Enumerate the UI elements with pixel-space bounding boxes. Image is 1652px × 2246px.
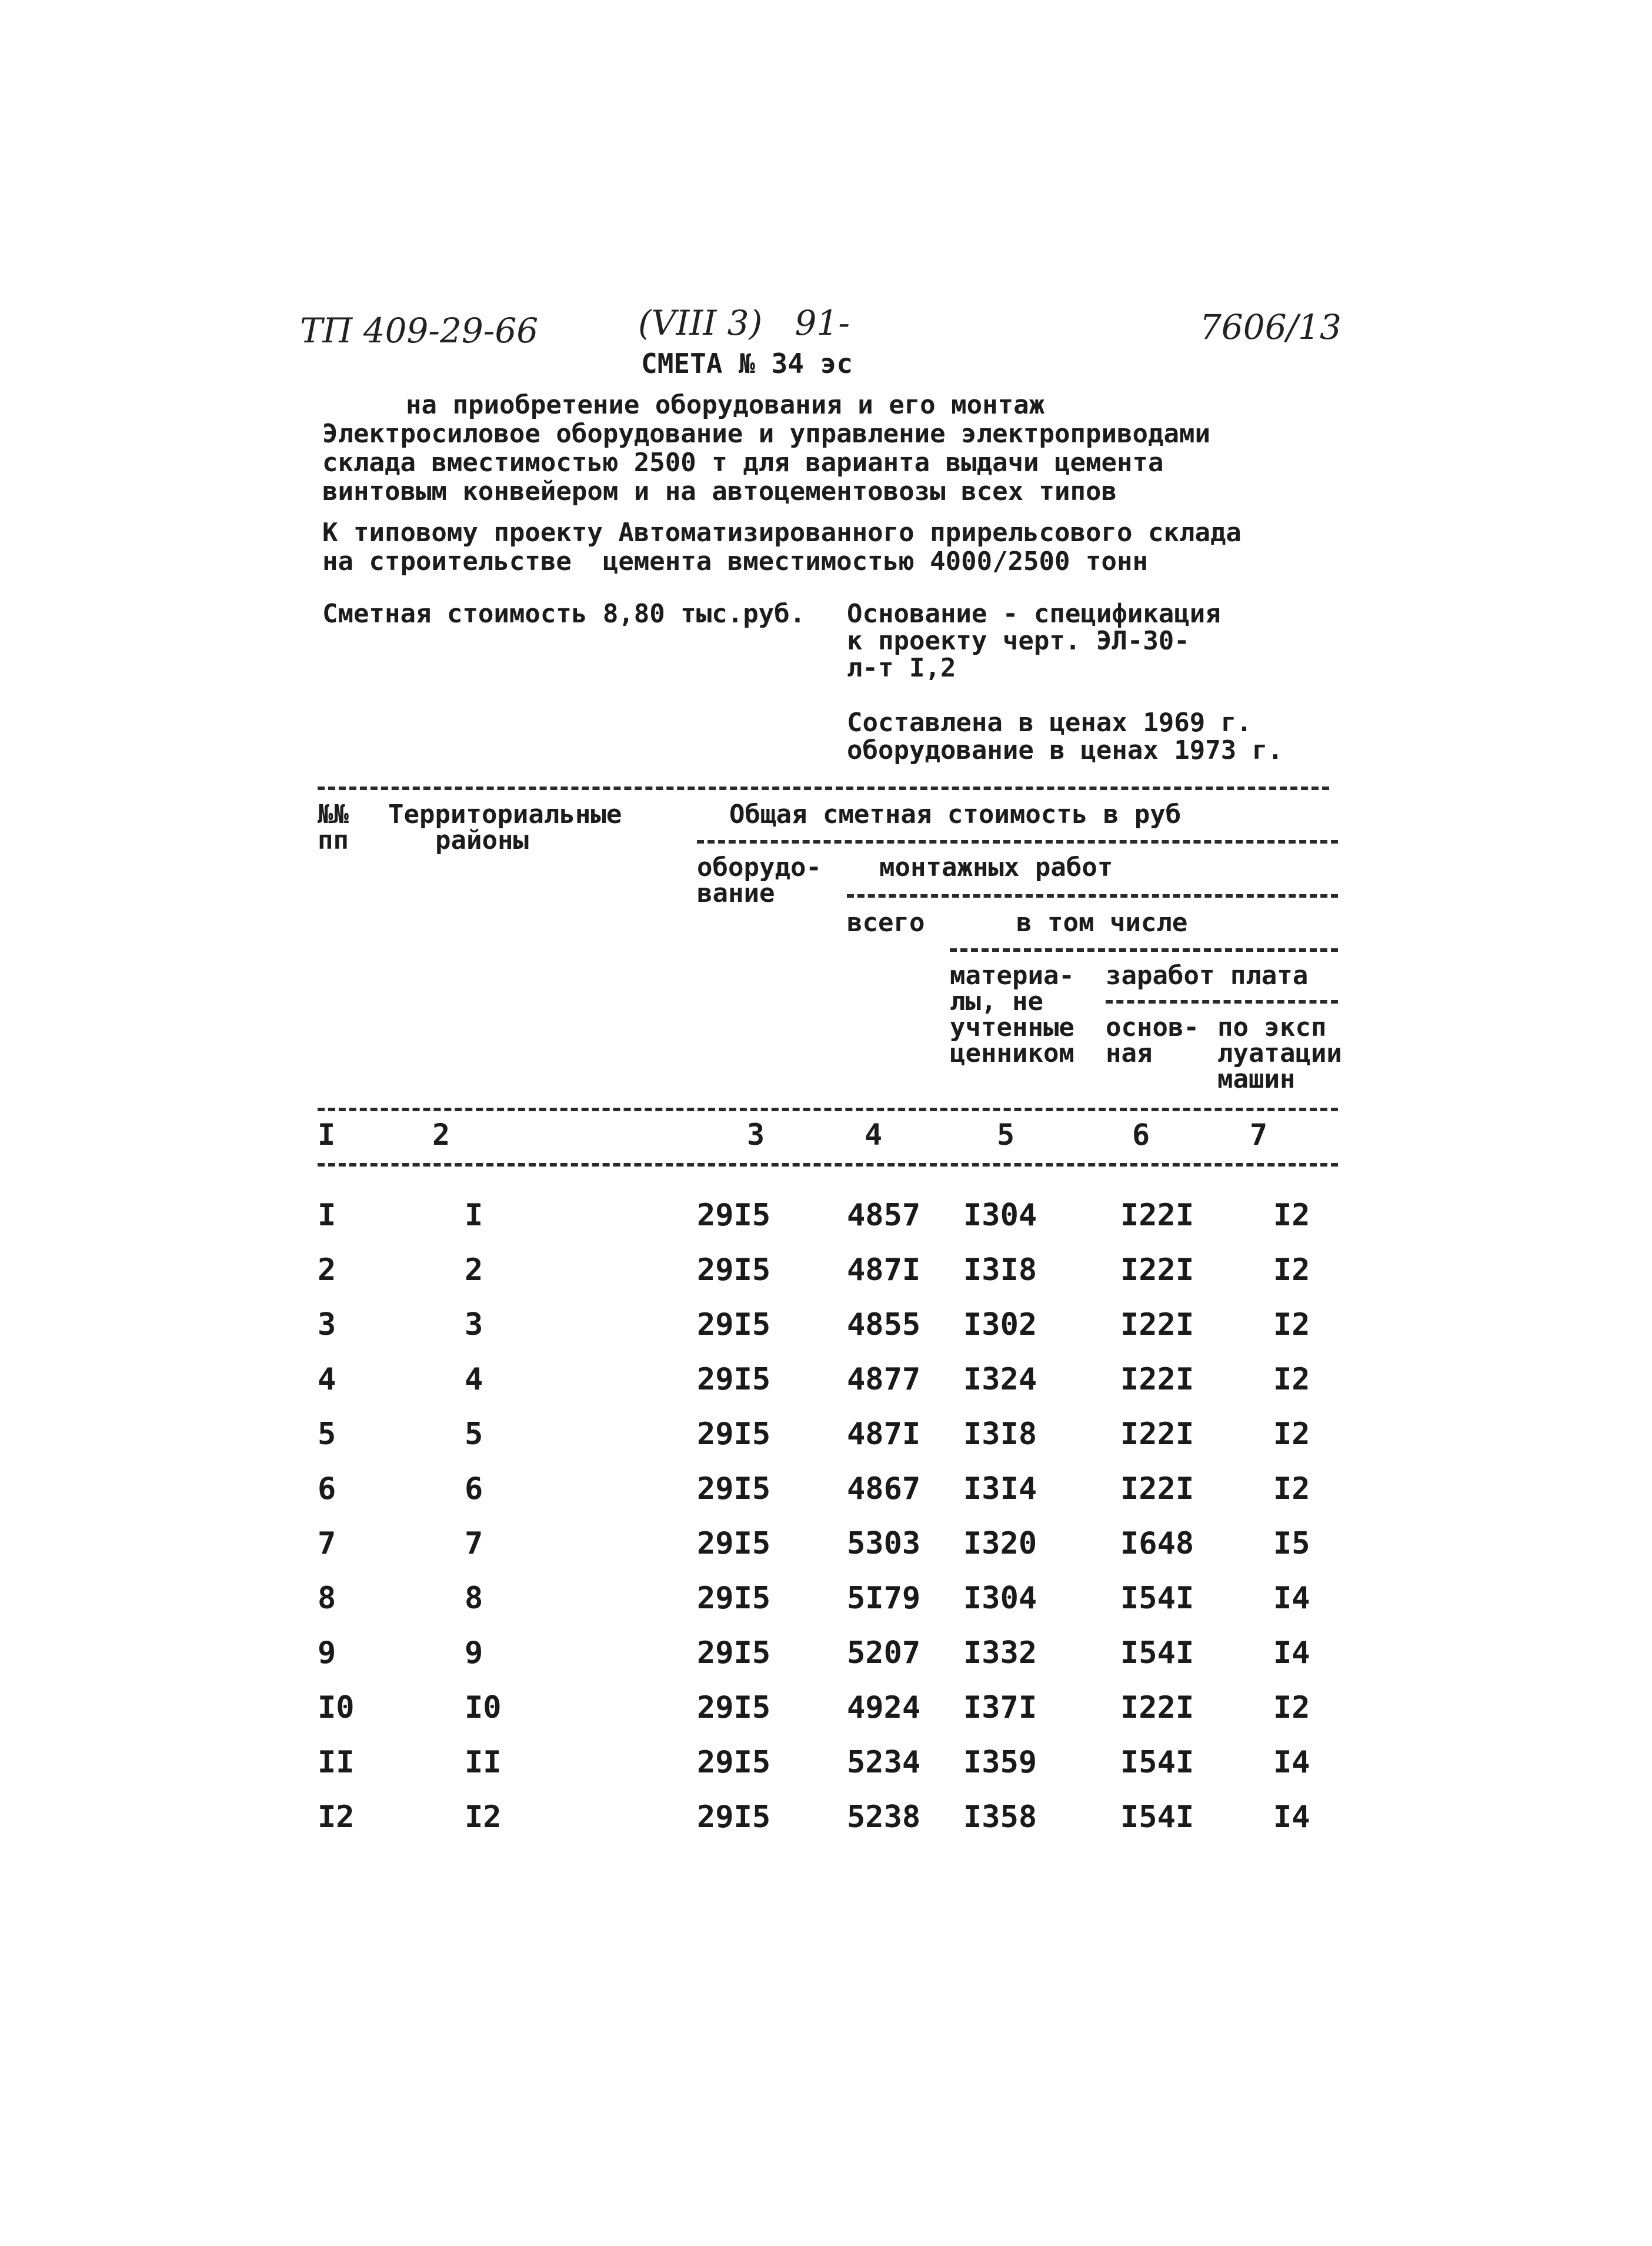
prices-line: оборудование в ценах 1973 г. <box>847 735 1283 765</box>
header-materials: лы, не <box>950 987 1043 1017</box>
cell-basic-wage: I54I <box>1120 1581 1194 1616</box>
table-rule <box>318 1108 1338 1111</box>
cell-materials: I359 <box>963 1745 1037 1780</box>
table-row <box>0 1526 1652 1579</box>
cell-num: I2 <box>318 1800 355 1835</box>
heading-line: склада вместимостью 2500 т для варианта выдачи цемента <box>322 448 1164 478</box>
cell-total: 487I <box>847 1417 921 1452</box>
cell-num: II <box>318 1745 355 1780</box>
cell-num: 3 <box>318 1307 336 1342</box>
header-installation: монтажных работ <box>879 852 1113 882</box>
column-number: 4 <box>865 1118 883 1152</box>
cell-materials: I320 <box>963 1526 1037 1561</box>
cell-equipment: 29I5 <box>697 1635 771 1671</box>
cell-equipment: 29I5 <box>697 1581 771 1616</box>
cell-total: 4857 <box>847 1198 921 1233</box>
cell-equipment: 29I5 <box>697 1307 771 1342</box>
cell-equipment: 29I5 <box>697 1745 771 1780</box>
column-number: 3 <box>747 1118 765 1152</box>
cell-machine-wage: I2 <box>1273 1690 1310 1725</box>
basis-line: л-т I,2 <box>847 653 956 683</box>
cell-basic-wage: I54I <box>1120 1635 1194 1671</box>
document-title: СМЕТА № 34 эс <box>641 348 853 379</box>
table-row <box>0 1800 1652 1852</box>
cell-equipment: 29I5 <box>697 1690 771 1725</box>
cell-basic-wage: I22I <box>1120 1417 1194 1452</box>
table-row <box>0 1362 1652 1415</box>
cell-num: 2 <box>318 1252 336 1288</box>
header-machines: по эксп <box>1217 1012 1327 1042</box>
header-materials: материа- <box>950 961 1074 991</box>
table-rule <box>318 787 1329 790</box>
cell-district: 5 <box>465 1417 483 1452</box>
cell-machine-wage: I2 <box>1273 1417 1310 1452</box>
table-rule <box>1106 1000 1338 1004</box>
cell-equipment: 29I5 <box>697 1526 771 1561</box>
cell-basic-wage: I22I <box>1120 1252 1194 1288</box>
cell-equipment: 29I5 <box>697 1362 771 1397</box>
cell-equipment: 29I5 <box>697 1198 771 1233</box>
cell-district: 8 <box>465 1581 483 1616</box>
header-machines: машин <box>1217 1064 1296 1094</box>
cell-total: 5I79 <box>847 1581 921 1616</box>
cell-basic-wage: I54I <box>1120 1800 1194 1835</box>
header-num: пп <box>318 825 349 855</box>
cell-basic-wage: I648 <box>1120 1526 1194 1561</box>
column-number: 6 <box>1132 1118 1150 1152</box>
cell-total: 5207 <box>847 1635 921 1671</box>
header-materials: учтенные <box>950 1012 1074 1042</box>
cell-total: 4877 <box>847 1362 921 1397</box>
table-row <box>0 1471 1652 1524</box>
cell-machine-wage: I4 <box>1273 1635 1310 1671</box>
cell-materials: I304 <box>963 1581 1037 1616</box>
table-row <box>0 1745 1652 1798</box>
handwritten-left-code: ТП 409-29-66 <box>300 311 539 351</box>
cell-district: 3 <box>465 1307 483 1342</box>
header-machines: луатации <box>1217 1038 1342 1068</box>
cell-district: I <box>465 1198 483 1233</box>
cell-materials: I3I8 <box>963 1252 1037 1288</box>
table-row <box>0 1690 1652 1743</box>
cell-basic-wage: I22I <box>1120 1690 1194 1725</box>
header-total-cost: Общая сметная стоимость в руб <box>729 799 1182 829</box>
cell-machine-wage: I2 <box>1273 1471 1310 1507</box>
header-all: всего <box>847 908 925 938</box>
cell-total: 487I <box>847 1252 921 1288</box>
header-districts: районы <box>435 825 529 855</box>
table-row <box>0 1635 1652 1688</box>
cell-machine-wage: I4 <box>1273 1745 1310 1780</box>
heading-line: винтовым конвейером и на автоцементовозы всех типов <box>322 476 1117 506</box>
cell-total: 5238 <box>847 1800 921 1835</box>
cell-num: 9 <box>318 1635 336 1671</box>
cell-basic-wage: I22I <box>1120 1471 1194 1507</box>
cell-num: 6 <box>318 1471 336 1507</box>
handwritten-right-code: 7606/13 <box>1200 307 1341 347</box>
header-wages: заработ плата <box>1106 961 1309 991</box>
cell-total: 5303 <box>847 1526 921 1561</box>
basis-line: Основание - спецификация <box>847 599 1221 629</box>
table-rule <box>697 840 1338 844</box>
cell-district: II <box>465 1745 502 1780</box>
header-basic: ная <box>1106 1038 1153 1068</box>
header-num: №№ <box>318 799 349 829</box>
table-row <box>0 1198 1652 1251</box>
heading-line: Электросиловое оборудование и управление электроприводами <box>322 419 1210 449</box>
handwritten-mid-code: (VIII 3) 91- <box>638 303 850 343</box>
cell-total: 4855 <box>847 1307 921 1342</box>
cell-district: 2 <box>465 1252 483 1288</box>
column-number: I <box>318 1118 336 1152</box>
cell-materials: I3I8 <box>963 1417 1037 1452</box>
header-districts: Территориальные <box>388 799 622 829</box>
cell-basic-wage: I22I <box>1120 1362 1194 1397</box>
heading-line: на приобретение оборудования и его монтаж <box>406 390 1045 420</box>
table-rule <box>318 1163 1338 1167</box>
cell-machine-wage: I2 <box>1273 1362 1310 1397</box>
cell-district: I0 <box>465 1690 502 1725</box>
cell-machine-wage: I2 <box>1273 1307 1310 1342</box>
cell-equipment: 29I5 <box>697 1252 771 1288</box>
cell-district: 4 <box>465 1362 483 1397</box>
column-number: 5 <box>997 1118 1015 1152</box>
cell-district: 6 <box>465 1471 483 1507</box>
cell-basic-wage: I22I <box>1120 1307 1194 1342</box>
cell-machine-wage: I2 <box>1273 1252 1310 1288</box>
column-number: 2 <box>432 1118 450 1152</box>
cell-materials: I358 <box>963 1800 1037 1835</box>
table-row <box>0 1307 1652 1360</box>
basis-line: к проекту черт. ЭЛ-30- <box>847 626 1190 656</box>
project-line: на строительстве цемента вместимостью 4000/2500 тонн <box>322 546 1148 577</box>
header-materials: ценником <box>950 1038 1074 1068</box>
header-equipment: вание <box>697 878 775 908</box>
header-equipment: оборудо- <box>697 852 822 882</box>
table-rule <box>847 894 1338 898</box>
table-row <box>0 1417 1652 1469</box>
estimated-cost: Сметная стоимость 8,80 тыс.руб. <box>322 599 806 629</box>
cell-materials: I302 <box>963 1307 1037 1342</box>
cell-materials: I304 <box>963 1198 1037 1233</box>
cell-num: I <box>318 1198 336 1233</box>
cell-materials: I37I <box>963 1690 1037 1725</box>
cell-equipment: 29I5 <box>697 1471 771 1507</box>
cell-machine-wage: I4 <box>1273 1581 1310 1616</box>
project-line: К типовому проекту Автоматизированного прирельсового склада <box>322 518 1241 548</box>
table-rule <box>950 948 1338 952</box>
cell-num: 5 <box>318 1417 336 1452</box>
cell-machine-wage: I4 <box>1273 1800 1310 1835</box>
cell-district: I2 <box>465 1800 502 1835</box>
cell-materials: I3I4 <box>963 1471 1037 1507</box>
cell-machine-wage: I2 <box>1273 1198 1310 1233</box>
header-including: в том числе <box>1016 908 1188 938</box>
cell-basic-wage: I54I <box>1120 1745 1194 1780</box>
cell-materials: I324 <box>963 1362 1037 1397</box>
cell-total: 4867 <box>847 1471 921 1507</box>
cell-total: 5234 <box>847 1745 921 1780</box>
table-row <box>0 1581 1652 1634</box>
cell-num: 8 <box>318 1581 336 1616</box>
cell-num: 4 <box>318 1362 336 1397</box>
cell-basic-wage: I22I <box>1120 1198 1194 1233</box>
table-row <box>0 1252 1652 1305</box>
cell-num: I0 <box>318 1690 355 1725</box>
cell-materials: I332 <box>963 1635 1037 1671</box>
header-basic: основ- <box>1106 1012 1199 1042</box>
cell-num: 7 <box>318 1526 336 1561</box>
column-number: 7 <box>1250 1118 1268 1152</box>
cell-district: 7 <box>465 1526 483 1561</box>
cell-district: 9 <box>465 1635 483 1671</box>
prices-line: Составлена в ценах 1969 г. <box>847 708 1252 738</box>
cell-machine-wage: I5 <box>1273 1526 1310 1561</box>
cell-total: 4924 <box>847 1690 921 1725</box>
cell-equipment: 29I5 <box>697 1800 771 1835</box>
cell-equipment: 29I5 <box>697 1417 771 1452</box>
